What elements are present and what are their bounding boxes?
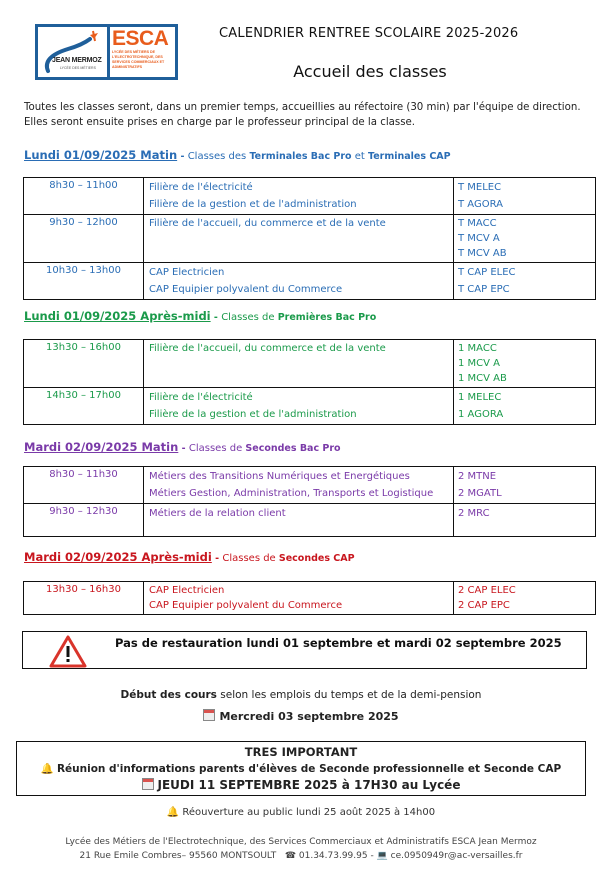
time-cell: 9h30 – 12h00 <box>24 215 144 263</box>
class-code: 1 AGORA <box>458 409 504 420</box>
calendar-icon <box>142 778 154 790</box>
class-code: 2 MRC <box>458 508 490 519</box>
logo-esca-name: ESCA <box>112 27 169 50</box>
class-cell <box>454 467 596 504</box>
schedule-table-monday-afternoon <box>23 339 596 425</box>
filiere: Filière de la gestion et de l'administration <box>149 409 357 420</box>
important-notice <box>16 741 586 796</box>
classes-start-date: Mercredi 03 septembre 2025 <box>219 710 399 723</box>
section-class-group: Terminales Bac Pro <box>249 151 352 162</box>
footer-address: 21 Rue Emile Combres– 95560 MONTSOULT <box>79 851 277 861</box>
meeting-line <box>17 762 585 775</box>
calendar-icon <box>203 709 215 721</box>
section-day: Lundi 01/09/2025 Matin <box>24 148 178 162</box>
separator: - <box>178 443 189 454</box>
intro-line-2: Elles seront ensuite prises en charge par le professeur principal de la classe. <box>24 117 416 128</box>
footer-email[interactable]: ce.0950949r@ac-versailles.fr <box>390 851 523 861</box>
logo-jean-mermoz-sub: LYCÉE DES MÉTIERS <box>60 66 96 70</box>
filiere-cell <box>144 467 454 504</box>
schedule-table-monday-morning <box>23 177 596 300</box>
meeting-text: Réunion d'informations parents d'élèves de Seconde professionnelle et Seconde CAP <box>56 763 562 775</box>
time-cell: 13h30 – 16h30 <box>24 582 144 615</box>
section-class-group: Secondes Bac Pro <box>245 443 341 454</box>
table-row <box>24 340 596 388</box>
classes-start-date-line <box>0 709 602 723</box>
filiere: CAP Electricien <box>149 585 225 596</box>
important-title: TRES IMPORTANT <box>244 745 358 759</box>
class-code: 2 MTNE <box>458 471 497 482</box>
filiere-cell <box>144 582 454 615</box>
table-row <box>24 467 596 504</box>
time-cell: 9h30 – 12h30 <box>24 504 144 537</box>
page-subtitle: Accueil des classes <box>293 62 447 81</box>
separator: - <box>211 553 223 564</box>
section-heading-monday-morning <box>24 148 451 162</box>
section-class-group: Secondes CAP <box>278 553 355 564</box>
warning-triangle-icon <box>49 634 87 668</box>
reopening-text: Réouverture au public lundi 25 août 2025 à 14h00 <box>182 807 436 818</box>
footer-phone: 01.34.73.99.95 <box>298 851 368 861</box>
filiere: CAP Electricien <box>149 267 225 278</box>
filiere: Métiers Gestion, Administration, Transports et Logistique <box>149 488 434 499</box>
filiere-cell <box>144 340 454 388</box>
section-text: et <box>351 151 368 162</box>
class-code: T MACC <box>458 218 497 229</box>
time-cell: 14h30 – 17h00 <box>24 388 144 425</box>
phone-icon: ☎ <box>279 851 299 861</box>
time-cell: 13h30 – 16h00 <box>24 340 144 388</box>
class-cell <box>454 178 596 215</box>
classes-start-info <box>0 689 602 701</box>
section-text: Classes de <box>188 443 246 454</box>
class-code: 1 MACC <box>458 343 497 354</box>
class-code: 1 MELEC <box>458 392 502 403</box>
filiere: Filière de l'électricité <box>149 392 253 403</box>
meeting-date-line <box>17 778 585 792</box>
section-class-group: Premières Bac Pro <box>277 312 377 323</box>
classes-start-text: selon les emplois du temps et de la demi-pension <box>216 689 482 701</box>
reopening-info <box>0 807 602 818</box>
schedule-table-tuesday-afternoon <box>23 581 596 615</box>
filiere-cell <box>144 263 454 300</box>
class-code: 1 MCV A <box>458 358 501 369</box>
logo-jean-mermoz: JEAN MERMOZ <box>52 57 102 64</box>
table-row <box>24 263 596 300</box>
section-heading-tuesday-morning <box>24 440 341 454</box>
table-row <box>24 215 596 263</box>
footer-contact <box>0 851 602 861</box>
section-class-group: Terminales CAP <box>368 151 451 162</box>
class-cell <box>454 215 596 263</box>
schedule-table-tuesday-morning <box>23 466 596 537</box>
class-code: T MELEC <box>458 182 502 193</box>
class-code: T MCV A <box>458 233 500 244</box>
section-day: Mardi 02/09/2025 Après-midi <box>24 550 212 564</box>
footer-school-name: Lycée des Métiers de l'Electrotechnique, des Services Commerciaux et Administratifs ESCA Jean Mermoz <box>65 837 537 847</box>
warning-text: Pas de restauration lundi 01 septembre et mardi 02 septembre 2025 <box>115 636 562 650</box>
page-title: CALENDRIER RENTREE SCOLAIRE 2025-2026 <box>219 26 519 41</box>
filiere-cell <box>144 178 454 215</box>
separator: - <box>210 312 222 323</box>
filiere: CAP Equipier polyvalent du Commerce <box>149 284 343 295</box>
class-code: T CAP EPC <box>458 284 510 295</box>
no-catering-warning <box>22 631 587 669</box>
section-text: Classes de <box>221 312 278 323</box>
class-cell <box>454 582 596 615</box>
logo-esca-desc: LYCÉE DES MÉTIERS DE L'ELECTROTECHNIQUE, DES SERVICES COMMERCIAUX ET ADMINISTRATIFS <box>112 50 165 69</box>
meeting-date: JEUDI 11 SEPTEMBRE 2025 à 17H30 au Lycée <box>157 778 461 792</box>
separator: - <box>177 151 188 162</box>
table-row <box>24 388 596 425</box>
intro-line-1: Toutes les classes seront, dans un premier temps, accueillies au réfectoire (30 min) par l'équipe de direction. <box>24 102 581 113</box>
section-text: Classes de <box>222 553 279 564</box>
filiere: Filière de l'électricité <box>149 182 253 193</box>
time-cell: 8h30 – 11h30 <box>24 467 144 504</box>
class-code: T AGORA <box>458 199 503 210</box>
class-code: 1 MCV AB <box>458 373 507 384</box>
intro-text <box>24 100 594 130</box>
filiere: CAP Equipier polyvalent du Commerce <box>149 600 343 611</box>
class-cell <box>454 388 596 425</box>
class-code: 2 CAP EPC <box>458 600 510 611</box>
section-heading-tuesday-afternoon <box>24 550 355 564</box>
filiere-cell <box>144 504 454 537</box>
filiere: Métiers des Transitions Numériques et Energétiques <box>149 471 410 482</box>
filiere: Filière de la gestion et de l'administration <box>149 199 357 210</box>
section-day: Lundi 01/09/2025 Après-midi <box>24 309 211 323</box>
classes-start-label: Début des cours <box>120 689 217 701</box>
table-row <box>24 582 596 615</box>
filiere-cell <box>144 388 454 425</box>
time-cell: 10h30 – 13h00 <box>24 263 144 300</box>
section-text: Classes des <box>187 151 250 162</box>
class-code: T CAP ELEC <box>458 267 516 278</box>
class-cell <box>454 263 596 300</box>
table-row <box>24 178 596 215</box>
class-code: T MCV AB <box>458 248 507 259</box>
class-code: 2 CAP ELEC <box>458 585 516 596</box>
section-heading-monday-afternoon <box>24 309 376 323</box>
time-cell: 8h30 – 11h00 <box>24 178 144 215</box>
table-row <box>24 504 596 537</box>
class-code: 2 MGATL <box>458 488 502 499</box>
class-cell <box>454 340 596 388</box>
filiere: Filière de l'accueil, du commerce et de la vente <box>149 343 386 354</box>
filiere: Filière de l'accueil, du commerce et de la vente <box>149 218 386 229</box>
computer-icon: - 💻 <box>370 851 391 861</box>
filiere-cell <box>144 215 454 263</box>
bell-icon: 🔔 <box>166 807 180 818</box>
section-day: Mardi 02/09/2025 Matin <box>24 440 179 454</box>
filiere: Métiers de la relation client <box>149 508 286 519</box>
bell-icon: 🔔 <box>40 763 54 775</box>
class-cell <box>454 504 596 537</box>
